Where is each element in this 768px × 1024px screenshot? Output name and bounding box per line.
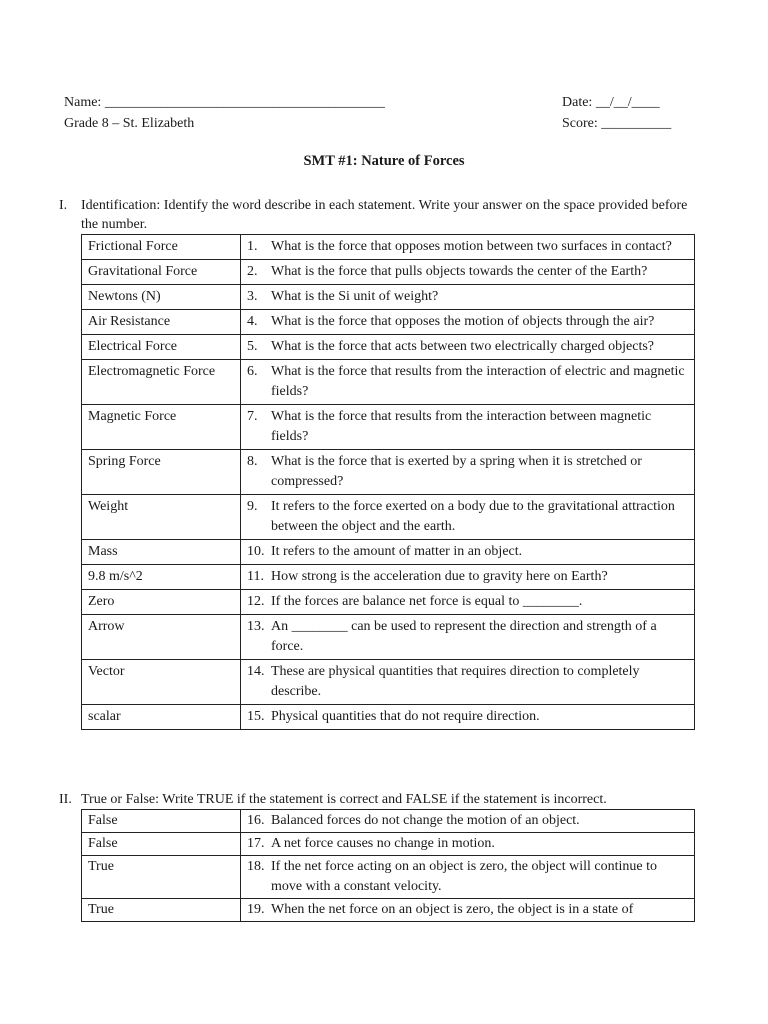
header-row-1 — [64, 93, 672, 114]
table-row — [82, 705, 695, 730]
question-text: It refers to the force exerted on a body due to the gravitational attraction between the object and the earth. — [271, 499, 675, 534]
question-cell — [241, 335, 695, 360]
question-text: What is the force that results from the interaction between magnetic fields? — [271, 409, 652, 444]
true-false-table — [81, 809, 695, 922]
table-row — [82, 899, 695, 922]
answer-cell: scalar — [82, 705, 241, 730]
question-text: A net force causes no change in motion. — [271, 836, 495, 851]
section-identification — [59, 196, 699, 730]
question-text: Balanced forces do not change the motion of an object. — [271, 813, 580, 828]
question-cell — [241, 590, 695, 615]
question-text: What is the force that opposes motion between two surfaces in contact? — [271, 239, 672, 254]
question-cell — [241, 360, 695, 405]
question-text: What is the force that is exerted by a spring when it is stretched or compressed? — [271, 454, 642, 489]
answer-cell: Mass — [82, 540, 241, 565]
question-text: What is the force that results from the interaction of electric and magnetic fields? — [271, 364, 685, 399]
identification-table — [81, 234, 695, 730]
question-number: 13. — [247, 619, 265, 634]
question-number: 14. — [247, 664, 265, 679]
header-row-2 — [64, 114, 672, 135]
question-cell — [241, 615, 695, 660]
question-number: 17. — [247, 836, 265, 851]
answer-cell: Electromagnetic Force — [82, 360, 241, 405]
question-text: Physical quantities that do not require direction. — [271, 709, 540, 724]
question-item — [247, 287, 688, 307]
question-number: 10. — [247, 544, 265, 559]
question-item — [247, 497, 688, 537]
section-1-numeral: I. — [59, 198, 68, 213]
answer-cell: True — [82, 899, 241, 922]
name-field-label: Name: ________________________________________ — [64, 95, 385, 110]
score-field-label: Score: __________ — [562, 116, 672, 131]
question-item — [247, 900, 688, 920]
question-cell — [241, 899, 695, 922]
question-cell — [241, 565, 695, 590]
question-item — [247, 237, 688, 257]
question-number: 7. — [247, 409, 258, 424]
question-item — [247, 834, 688, 854]
question-cell — [241, 495, 695, 540]
answer-cell: Weight — [82, 495, 241, 540]
question-text: What is the Si unit of weight? — [271, 289, 439, 304]
question-cell — [241, 660, 695, 705]
table-row — [82, 540, 695, 565]
question-item — [247, 617, 688, 657]
question-item — [247, 567, 688, 587]
answer-cell: False — [82, 810, 241, 833]
question-cell — [241, 856, 695, 899]
table-row — [82, 235, 695, 260]
question-number: 15. — [247, 709, 265, 724]
answer-cell: Spring Force — [82, 450, 241, 495]
question-text: If the net force acting on an object is zero, the object will continue to move with a constant velocity. — [271, 859, 658, 894]
section-2-instructions: True or False: Write TRUE if the statement is correct and FALSE if the statement is incorrect. — [81, 792, 607, 807]
question-cell — [241, 260, 695, 285]
answer-cell: Gravitational Force — [82, 260, 241, 285]
date-field-label: Date: __/__/____ — [562, 95, 660, 110]
question-number: 9. — [247, 499, 258, 514]
question-number: 19. — [247, 902, 265, 917]
question-item — [247, 362, 688, 402]
question-item — [247, 662, 688, 702]
question-text: If the forces are balance net force is equal to ________. — [271, 594, 583, 609]
question-number: 12. — [247, 594, 265, 609]
answer-cell: True — [82, 856, 241, 899]
answer-cell: False — [82, 833, 241, 856]
question-item — [247, 262, 688, 282]
question-item — [247, 811, 688, 831]
question-number: 16. — [247, 813, 265, 828]
section-2-numeral: II. — [59, 792, 72, 807]
question-cell — [241, 540, 695, 565]
question-item — [247, 542, 688, 562]
question-number: 3. — [247, 289, 258, 304]
answer-cell: Magnetic Force — [82, 405, 241, 450]
question-text: An ________ can be used to represent the direction and strength of a force. — [271, 619, 657, 654]
question-cell — [241, 235, 695, 260]
answer-cell: Newtons (N) — [82, 285, 241, 310]
table-row — [82, 810, 695, 833]
question-item — [247, 707, 688, 727]
answer-cell: Arrow — [82, 615, 241, 660]
question-text: What is the force that opposes the motion of objects through the air? — [271, 314, 655, 329]
table-row — [82, 590, 695, 615]
section-2-heading — [59, 790, 699, 809]
table-row — [82, 833, 695, 856]
question-number: 4. — [247, 314, 258, 329]
section-true-false — [59, 790, 699, 922]
table-row — [82, 450, 695, 495]
question-item — [247, 407, 688, 447]
question-text: How strong is the acceleration due to gravity here on Earth? — [271, 569, 608, 584]
table-row — [82, 615, 695, 660]
question-text: When the net force on an object is zero, the object is in a state of — [271, 902, 634, 917]
question-number: 5. — [247, 339, 258, 354]
table-row — [82, 405, 695, 450]
worksheet-header — [64, 93, 672, 135]
question-text: It refers to the amount of matter in an object. — [271, 544, 523, 559]
question-number: 1. — [247, 239, 258, 254]
question-number: 11. — [247, 569, 264, 584]
table-row — [82, 856, 695, 899]
question-item — [247, 592, 688, 612]
table-row — [82, 360, 695, 405]
grade-section-label: Grade 8 – St. Elizabeth — [64, 116, 195, 131]
table-row — [82, 495, 695, 540]
question-cell — [241, 810, 695, 833]
section-1-heading — [59, 196, 699, 234]
question-cell — [241, 833, 695, 856]
answer-cell: Vector — [82, 660, 241, 705]
question-cell — [241, 450, 695, 495]
question-item — [247, 337, 688, 357]
question-text: These are physical quantities that requires direction to completely describe. — [271, 664, 640, 699]
answer-cell: Zero — [82, 590, 241, 615]
question-item — [247, 312, 688, 332]
question-cell — [241, 405, 695, 450]
question-number: 2. — [247, 264, 258, 279]
table-row — [82, 335, 695, 360]
question-text: What is the force that pulls objects towards the center of the Earth? — [271, 264, 648, 279]
answer-cell: 9.8 m/s^2 — [82, 565, 241, 590]
worksheet-title: SMT #1: Nature of Forces — [303, 153, 465, 169]
question-number: 8. — [247, 454, 258, 469]
question-cell — [241, 705, 695, 730]
question-number: 18. — [247, 859, 265, 874]
section-1-instructions: Identification: Identify the word describe in each statement. Write your answer on the space provided before the number. — [81, 198, 688, 232]
answer-cell: Electrical Force — [82, 335, 241, 360]
answer-cell: Air Resistance — [82, 310, 241, 335]
question-cell — [241, 285, 695, 310]
table-row — [82, 310, 695, 335]
question-item — [247, 452, 688, 492]
table-row — [82, 565, 695, 590]
answer-cell: Frictional Force — [82, 235, 241, 260]
question-text: What is the force that acts between two electrically charged objects? — [271, 339, 655, 354]
question-number: 6. — [247, 364, 258, 379]
question-item — [247, 857, 688, 897]
question-cell — [241, 310, 695, 335]
table-row — [82, 285, 695, 310]
table-row — [82, 260, 695, 285]
table-row — [82, 660, 695, 705]
